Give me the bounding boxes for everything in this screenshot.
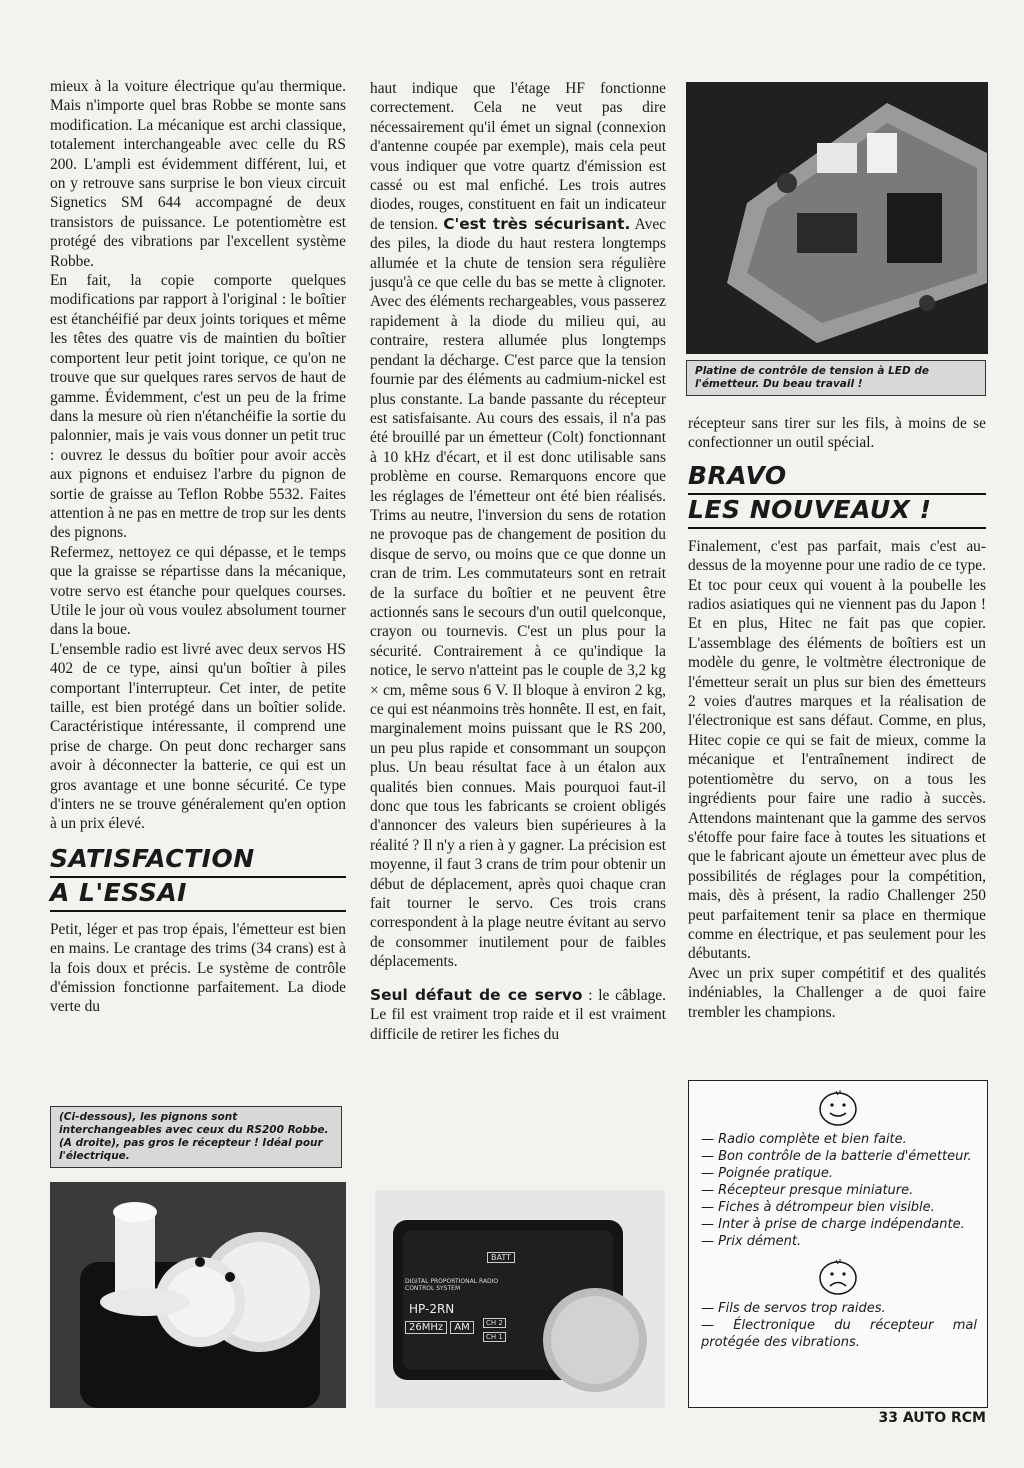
receiver-system-label: DIGITAL PROPORTIONAL RADIO CONTROL SYSTEM — [405, 1278, 499, 1292]
paragraph — [370, 986, 666, 1044]
receiver-channel-1-label: CH 1 — [483, 1332, 506, 1342]
receiver-frequency-label — [405, 1322, 474, 1333]
text-run: : le câblage. Le fil est vraiment trop raide et il est vraiment difficile de retirer les fiches du — [370, 986, 666, 1043]
pros-cons-box — [688, 1080, 988, 1408]
magazine-name: AUTO RCM — [902, 1410, 986, 1426]
paragraph: En fait, la copie comporte quelques modifications par rapport à l'original : le boîtier est étanchéifié par deux joints toriques et même les têtes des quatre vis de maintien du boîtier comportent leur petit joint torique, ce qu'on ne trouve que sur quelques rares servos de haut de gamme. Évidemment, c'est un peu de la frime dans la mesure où rien n'étanchéifie la sortie du palonnier, mais je vais vous donner un petit truc : ouvrez le dessus du boîtier pour avoir accès aux pignons et enduisez l'arbre du pignon de sortie de graisse au Teflon Robbe 5532. Faites attention à ne pas en mettre de trop sur les dents des pignons. — [50, 272, 346, 542]
text-run: haut indique que l'étage HF fonctionne correctement. Cela ne veut pas dire nécessairement qu'il émet un signal (connexion d'antenne coupée par exemple), mais cela peut vous indiquer que votre quartz d'émission est cassé ou est mal enfiché. Les trois autres diodes, rouges, constituent en fait un indicateur de tension. — [370, 80, 666, 233]
article-column-1 — [50, 77, 346, 1017]
text-run: Avec des piles, la diode du haut restera longtemps allumée et la chute de tension sera régulière jusqu'à ce que celle du bas se mette à clignoter. Avec des éléments rechargeables, vous passerez rapidement à la diode du milieu qui, au contraire, restera allumée plus longtemps pendant la décharge. C'est parce que la tension fournie par des éléments au cadmium-nickel est plus constante. La bande passante du récepteur est satisfaisante. Au cours des essais, il n'a pas été brouillé par un émetteur (Colt) fonctionnant à 10 kHz d'écart, et il est donc utilisable sans problème en course. Remarquons encore que les réglages de l'émetteur ont été bien réalisés. Trims au neutre, l'inversion du sens de rotation ne provoque pas de changement de position du disque de servo, ou moins que ce que donne un cran de trim. Les commutateurs sont en retrait de la surface du boîtier et ne peuvent être actionnés sans le secours d'un outil quelconque, crayon ou tournevis. C'est un plus pour la sécurité. Contrairement à ce qu'indique la notice, le servo n'atteint pas le couple de 3,2 kg × cm, même sous 6 V. Il bloque à environ 2 kg, ce qui est néanmoins très honnête. Il est, en fait, marginalement moins puissant que le RS 200, un peu plus rapide et consommant un soupçon plus. Un beau résultat face à un étalon aux qualités bien connues. Mais pourquoi faut-il donc que tous les fabricants se croient obligés d'annoncer des valeurs bien supérieures à la réalité ? Il n'y a rien à y gagner. La précision est moyenne, il faut 3 crans de trim pour obtenir un début de déplacement, après quoi chaque cran fait tourner le servo. Ces trois crans correspondent à la plage neutre évitant au servo de consommer inutilement pour de faibles déplacements. — [370, 215, 667, 971]
pros-list — [689, 1131, 987, 1250]
paragraph — [370, 79, 666, 972]
article-column-2 — [370, 79, 666, 1044]
section-heading-bravo: BRAVO — [688, 461, 986, 495]
emphasis-text: Seul défaut de ce servo — [370, 985, 583, 1004]
paragraph: L'ensemble radio est livré avec deux servos HS 402 de ce type, ainsi qu'un boîtier à piles comportant l'interrupteur. Cet inter, de petite taille, est bien protégé dans un boîtier solide. Caractéristique intéressante, il comprend une prise de charge. On peut donc recharger sans avoir à déconnecter la batterie, ce qui est un gros avantage et une bonne sécurité. Ce type d'inters ne se trouve généralement qu'en option à un prix élevé. — [50, 640, 346, 833]
pro-item: — Inter à prise de charge indépendante. — [701, 1217, 965, 1232]
happy-face-icon — [816, 1087, 860, 1127]
caption-line: (Ci-dessous), les pignons sont interchangeables avec ceux du RS200 Robbe. — [59, 1111, 329, 1136]
caption-line: (A droite), pas gros le récepteur ! Idéal pour l'électrique. — [59, 1137, 323, 1162]
sad-face-icon — [816, 1256, 860, 1296]
con-item: — Électronique du récepteur mal protégée des vibrations. — [701, 1318, 977, 1350]
paragraph: Avec un prix super compétitif et des qualités indéniables, la Challenger a de quoi faire trembler les champions. — [688, 964, 986, 1021]
section-heading-essai: A L'ESSAI — [50, 878, 346, 912]
gears-illustration — [50, 1182, 346, 1408]
emphasis-text: C'est très sécurisant. — [443, 214, 631, 233]
modulation-text: AM — [450, 1321, 473, 1334]
led-board-illustration — [687, 83, 987, 353]
page-footer — [879, 1410, 986, 1426]
con-item: — Fils de servos trop raides. — [701, 1301, 886, 1316]
page-number: 33 — [878, 1410, 899, 1426]
paragraph: mieux à la voiture électrique qu'au thermique. Mais n'importe quel bras Robbe se monte sans modification. La mécanique est archi classique, totalement interchangeable avec celle du RS 200. L'ampli est évidemment différent, lui, et on y retrouve sans surprise le bon vieux circuit Signetics SM 644 accompagné de deux transistors de puissance. Le potentiomètre est protégé des vibrations par l'excellent système Robbe. — [50, 78, 346, 270]
receiver-model-label: HP-2RN — [409, 1302, 455, 1316]
section-heading-satisfaction: SATISFACTION — [50, 844, 346, 878]
pro-item: — Fiches à détrompeur bien visible. — [701, 1200, 935, 1215]
pro-item: — Récepteur presque miniature. — [701, 1183, 914, 1198]
article-column-3 — [688, 414, 986, 1022]
section-heading-nouveaux: LES NOUVEAUX ! — [688, 495, 986, 529]
cons-list — [689, 1300, 987, 1351]
receiver-batt-label: BATT — [487, 1252, 515, 1263]
paragraph: Finalement, c'est pas parfait, mais c'est au-dessus de la moyenne pour une radio de ce type. Et toc pour ceux qui vouent à la poubelle les radios asiatiques qui ne viennent pas du Japon ! Et en plus, Hitec ne fait pas que copier. L'assemblage des éléments de boîtiers est un modèle du genre, le voltmètre électronique de l'émetteur serait un plus sur bien des émetteurs 2 voies d'autres marques et la réalisation de l'électronique est sans défaut. Comme, en plus, Hitec copie ce qui se fait de mieux, comme la mécanique et l'entraînement indirect de potentiomètre du servo, on a tous les ingrédients pour faire une radio à succès. Attendons maintenant que la gamme des servos s'étoffe pour faire face à toutes les situations et que le fabricant ajoute un émetteur avec plus de possibilités de réglages pour la compétition, mais, dès à présent, la radio Challenger 250 peut parfaitement tenir sa place en thermique comme en électrique, et pas seulement pour les débutants. — [688, 537, 986, 963]
led-board-photo — [686, 82, 988, 354]
paragraph: Petit, léger et pas trop épais, l'émetteur est bien en mains. Le crantage des trims (34 crans) est à la fois doux et précis. Le système de contrôle d'émission fonctionne parfaitement. La diode verte du — [50, 920, 346, 1016]
receiver-illustration — [375, 1190, 665, 1408]
receiver-photo — [375, 1190, 665, 1408]
servo-gears-photo — [50, 1182, 346, 1408]
pro-item: — Radio complète et bien faite. — [701, 1132, 907, 1147]
pro-item: — Bon contrôle de la batterie d'émetteur. — [701, 1149, 972, 1164]
pro-item: — Poignée pratique. — [701, 1166, 834, 1181]
receiver-channel-2-label: CH 2 — [483, 1318, 506, 1328]
paragraph: Refermez, nettoyez ce qui dépasse, et le temps que la graisse se répartisse dans la mécanique, votre servo est étanche pour quelques courses. Utile le jour où vous voulez absolument tourner dans la boue. — [50, 543, 346, 639]
paragraph: récepteur sans tirer sur les fils, à moins de se confectionner un outil spécial. — [688, 415, 986, 452]
pro-item: — Prix dément. — [701, 1234, 802, 1249]
frequency-text: 26MHz — [405, 1321, 447, 1334]
photo-caption-right: Platine de contrôle de tension à LED de l'émetteur. Du beau travail ! — [686, 360, 986, 396]
photo-caption-left — [50, 1106, 342, 1168]
